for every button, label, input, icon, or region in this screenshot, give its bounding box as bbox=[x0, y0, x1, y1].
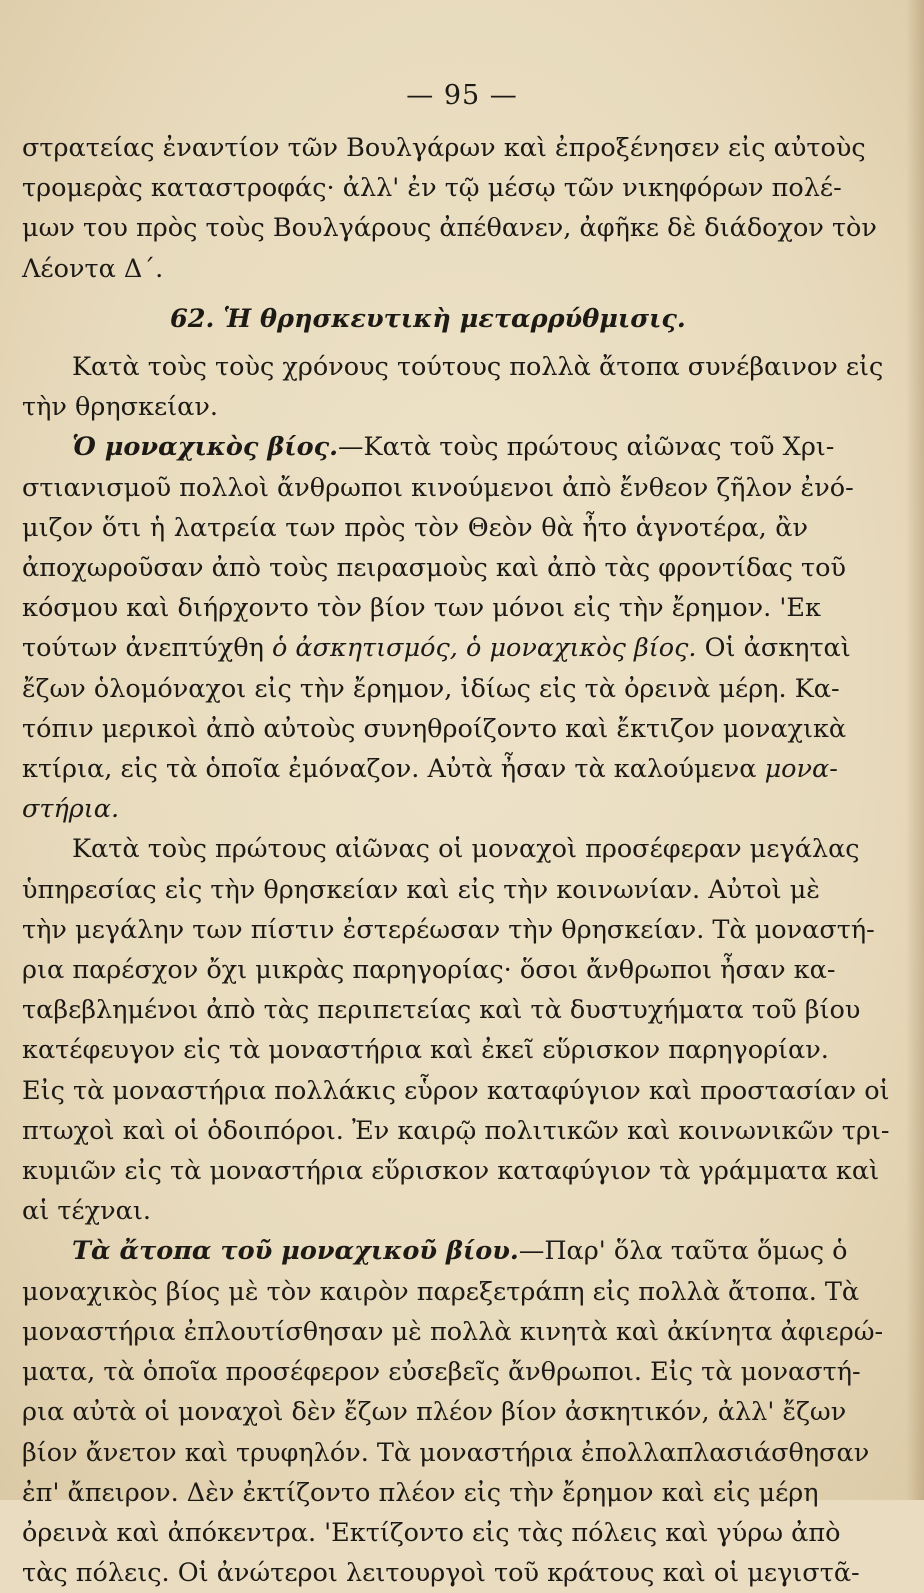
text-line bbox=[22, 789, 808, 829]
text-line: αἱ τέχναι. bbox=[22, 1196, 151, 1227]
text-line bbox=[22, 427, 835, 467]
subheading-monastic-life: Ὁ μοναχικὸς βίος. bbox=[72, 432, 339, 463]
text-run: —Παρ' ὅλα ταῦτα ὅμως ὁ bbox=[518, 1236, 848, 1267]
text-line bbox=[22, 1231, 848, 1271]
text-line: Κατὰ τοὺς τοὺς χρόνους τούτους πολλὰ ἄτοπα συνέβαινον εἰς bbox=[72, 352, 884, 383]
text-line: Λέοντα Δ΄. bbox=[22, 253, 164, 284]
text-line: κυμιῶν εἰς τὰ μοναστήρια εὕρισκον καταφύγιον τὰ γράμματα καὶ bbox=[22, 1156, 880, 1187]
text-line: ματα, τὰ ὁποῖα προσέφερον εὐσεβεῖς ἄνθρωποι. Εἰς τὰ μοναστή- bbox=[22, 1357, 861, 1388]
text-line: ἐπ' ἄπειρον. Δὲν ἐκτίζοντο πλέον εἰς τὴν ἔρημον καὶ εἰς μέρη bbox=[22, 1477, 819, 1508]
text-line: τὴν μεγάλην των πίστιν ἐστερέωσαν τὴν θρησκείαν. Τὰ μοναστή- bbox=[22, 914, 875, 945]
text-line: τρομερὰς καταστροφάς· ἀλλ' ἐν τῷ μέσῳ τῶν νικηφόρων πολέ- bbox=[22, 173, 842, 204]
text-line: πτωχοὶ καὶ οἱ ὁδοιπόροι. Ἐν καιρῷ πολιτικῶν καὶ κοινωνικῶν τρι- bbox=[22, 1115, 890, 1146]
text-line: στιανισμοῦ πολλοὶ ἄνθρωποι κινούμενοι ἀπὸ ἔνθεον ζῆλον ἐνό- bbox=[22, 472, 854, 503]
italic-term: μονα- bbox=[764, 754, 838, 785]
text-line bbox=[22, 749, 838, 789]
page-edge-shadow bbox=[906, 0, 924, 1500]
text-run: κτίρια, εἰς τὰ ὁποῖα ἐμόναζον. Αὐτὰ ἦσαν τὰ καλούμενα bbox=[22, 754, 765, 785]
text-line: τὴν θρησκείαν. bbox=[22, 392, 218, 423]
section-heading: 62. Ἡ θρησκευτικὴ μεταρρύθμισις. bbox=[170, 303, 686, 334]
italic-term: ὁ ἀσκητισμός, ὁ μοναχικὸς βίος. bbox=[271, 633, 697, 664]
text-line: ρια παρέσχον ὄχι μικρὰς παρηγορίας· ὅσοι ἄνθρωποι ἦσαν κα- bbox=[22, 955, 836, 986]
text-line: ταβεβλημένοι ἀπὸ τὰς περιπετείας καὶ τὰ δυστυχήματα τοῦ βίου bbox=[22, 995, 861, 1026]
subheading-monastic-abuses: Τὰ ἄτοπα τοῦ μοναχικοῦ βίου. bbox=[72, 1236, 519, 1267]
paragraph-2 bbox=[22, 347, 884, 427]
text-run: Οἱ ἀσκηταὶ bbox=[696, 633, 851, 664]
text-line: Κατὰ τοὺς πρώτους αἰῶνας οἱ μοναχοὶ προσέφεραν μεγάλας bbox=[72, 834, 860, 865]
text-line: τὰς πόλεις. Οἱ ἀνώτεροι λειτουργοὶ τοῦ κράτους καὶ οἱ μεγιστᾶ- bbox=[22, 1558, 860, 1589]
text-line: βίον ἄνετον καὶ τρυφηλόν. Τὰ μοναστήρια ἐπολλαπλασιάσθησαν bbox=[22, 1437, 870, 1468]
text-line: τόπιν μερικοὶ ἀπὸ αὐτοὺς συνηθροίζοντο καὶ ἔκτιζον μοναχικὰ bbox=[22, 713, 847, 744]
text-line: κόσμου καὶ διήρχοντο τὸν βίον των μόνοι εἰς τὴν ἔρημον. 'Εκ bbox=[22, 593, 821, 624]
italic-term: στήρια. bbox=[22, 794, 120, 825]
text-line: Εἰς τὰ μοναστήρια πολλάκις εὗρον καταφύγιον καὶ προστασίαν οἱ bbox=[22, 1075, 890, 1106]
page-body bbox=[22, 128, 890, 1593]
page-number: — 95 — bbox=[406, 80, 518, 111]
text-line: μων του πρὸς τοὺς Βουλγάρους ἀπέθανεν, ἀφῆκε δὲ διάδοχον τὸν bbox=[22, 213, 877, 244]
text-line: στρατείας ἐναντίον τῶν Βουλγάρων καὶ ἐπροξένησεν εἰς αὐτοὺς bbox=[22, 133, 866, 163]
paragraph-5 bbox=[22, 1231, 884, 1593]
text-line: ὑπηρεσίας εἰς τὴν θρησκείαν καὶ εἰς τὴν κοινωνίαν. Αὐτοὶ μὲ bbox=[22, 874, 820, 905]
text-run: τούτων ἀνεπτύχθη bbox=[22, 633, 272, 664]
paragraph-1 bbox=[22, 128, 877, 289]
text-line: ἔζων ὁλομόναχοι εἰς τὴν ἔρημον, ἰδίως εἰς τὰ ὀρεινὰ μέρη. Κα- bbox=[22, 673, 840, 704]
text-line: μοναστήρια ἐπλουτίσθησαν μὲ πολλὰ κινητὰ καὶ ἀκίνητα ἀφιερώ- bbox=[22, 1316, 884, 1347]
text-line: μιζον ὅτι ἡ λατρεία των πρὸς τὸν Θεὸν θὰ ἦτο ἁγνοτέρα, ἂν bbox=[22, 512, 808, 543]
text-line bbox=[22, 628, 851, 668]
text-line: μοναχικὸς βίος μὲ τὸν καιρὸν παρεξετράπη εἰς πολλὰ ἄτοπα. Τὰ bbox=[22, 1276, 860, 1307]
text-line: κατέφευγον εἰς τὰ μοναστήρια καὶ ἐκεῖ εὕρισκον παρηγορίαν. bbox=[22, 1035, 829, 1066]
text-line: ρια αὐτὰ οἱ μοναχοὶ δὲν ἔζων πλέον βίον ἀσκητικόν, ἀλλ' ἔζων bbox=[22, 1397, 847, 1428]
text-line: ὀρεινὰ καὶ ἀπόκεντρα. 'Εκτίζοντο εἰς τὰς πόλεις καὶ γύρω ἀπὸ bbox=[22, 1517, 841, 1548]
paragraph-3 bbox=[22, 427, 854, 829]
text-run: —Κατὰ τοὺς πρώτους αἰῶνας τοῦ Χρι- bbox=[338, 432, 835, 463]
text-line: ἀποχωροῦσαν ἀπὸ τοὺς πειρασμοὺς καὶ ἀπὸ τὰς φροντίδας τοῦ bbox=[22, 553, 846, 584]
paragraph-4 bbox=[22, 829, 890, 1231]
